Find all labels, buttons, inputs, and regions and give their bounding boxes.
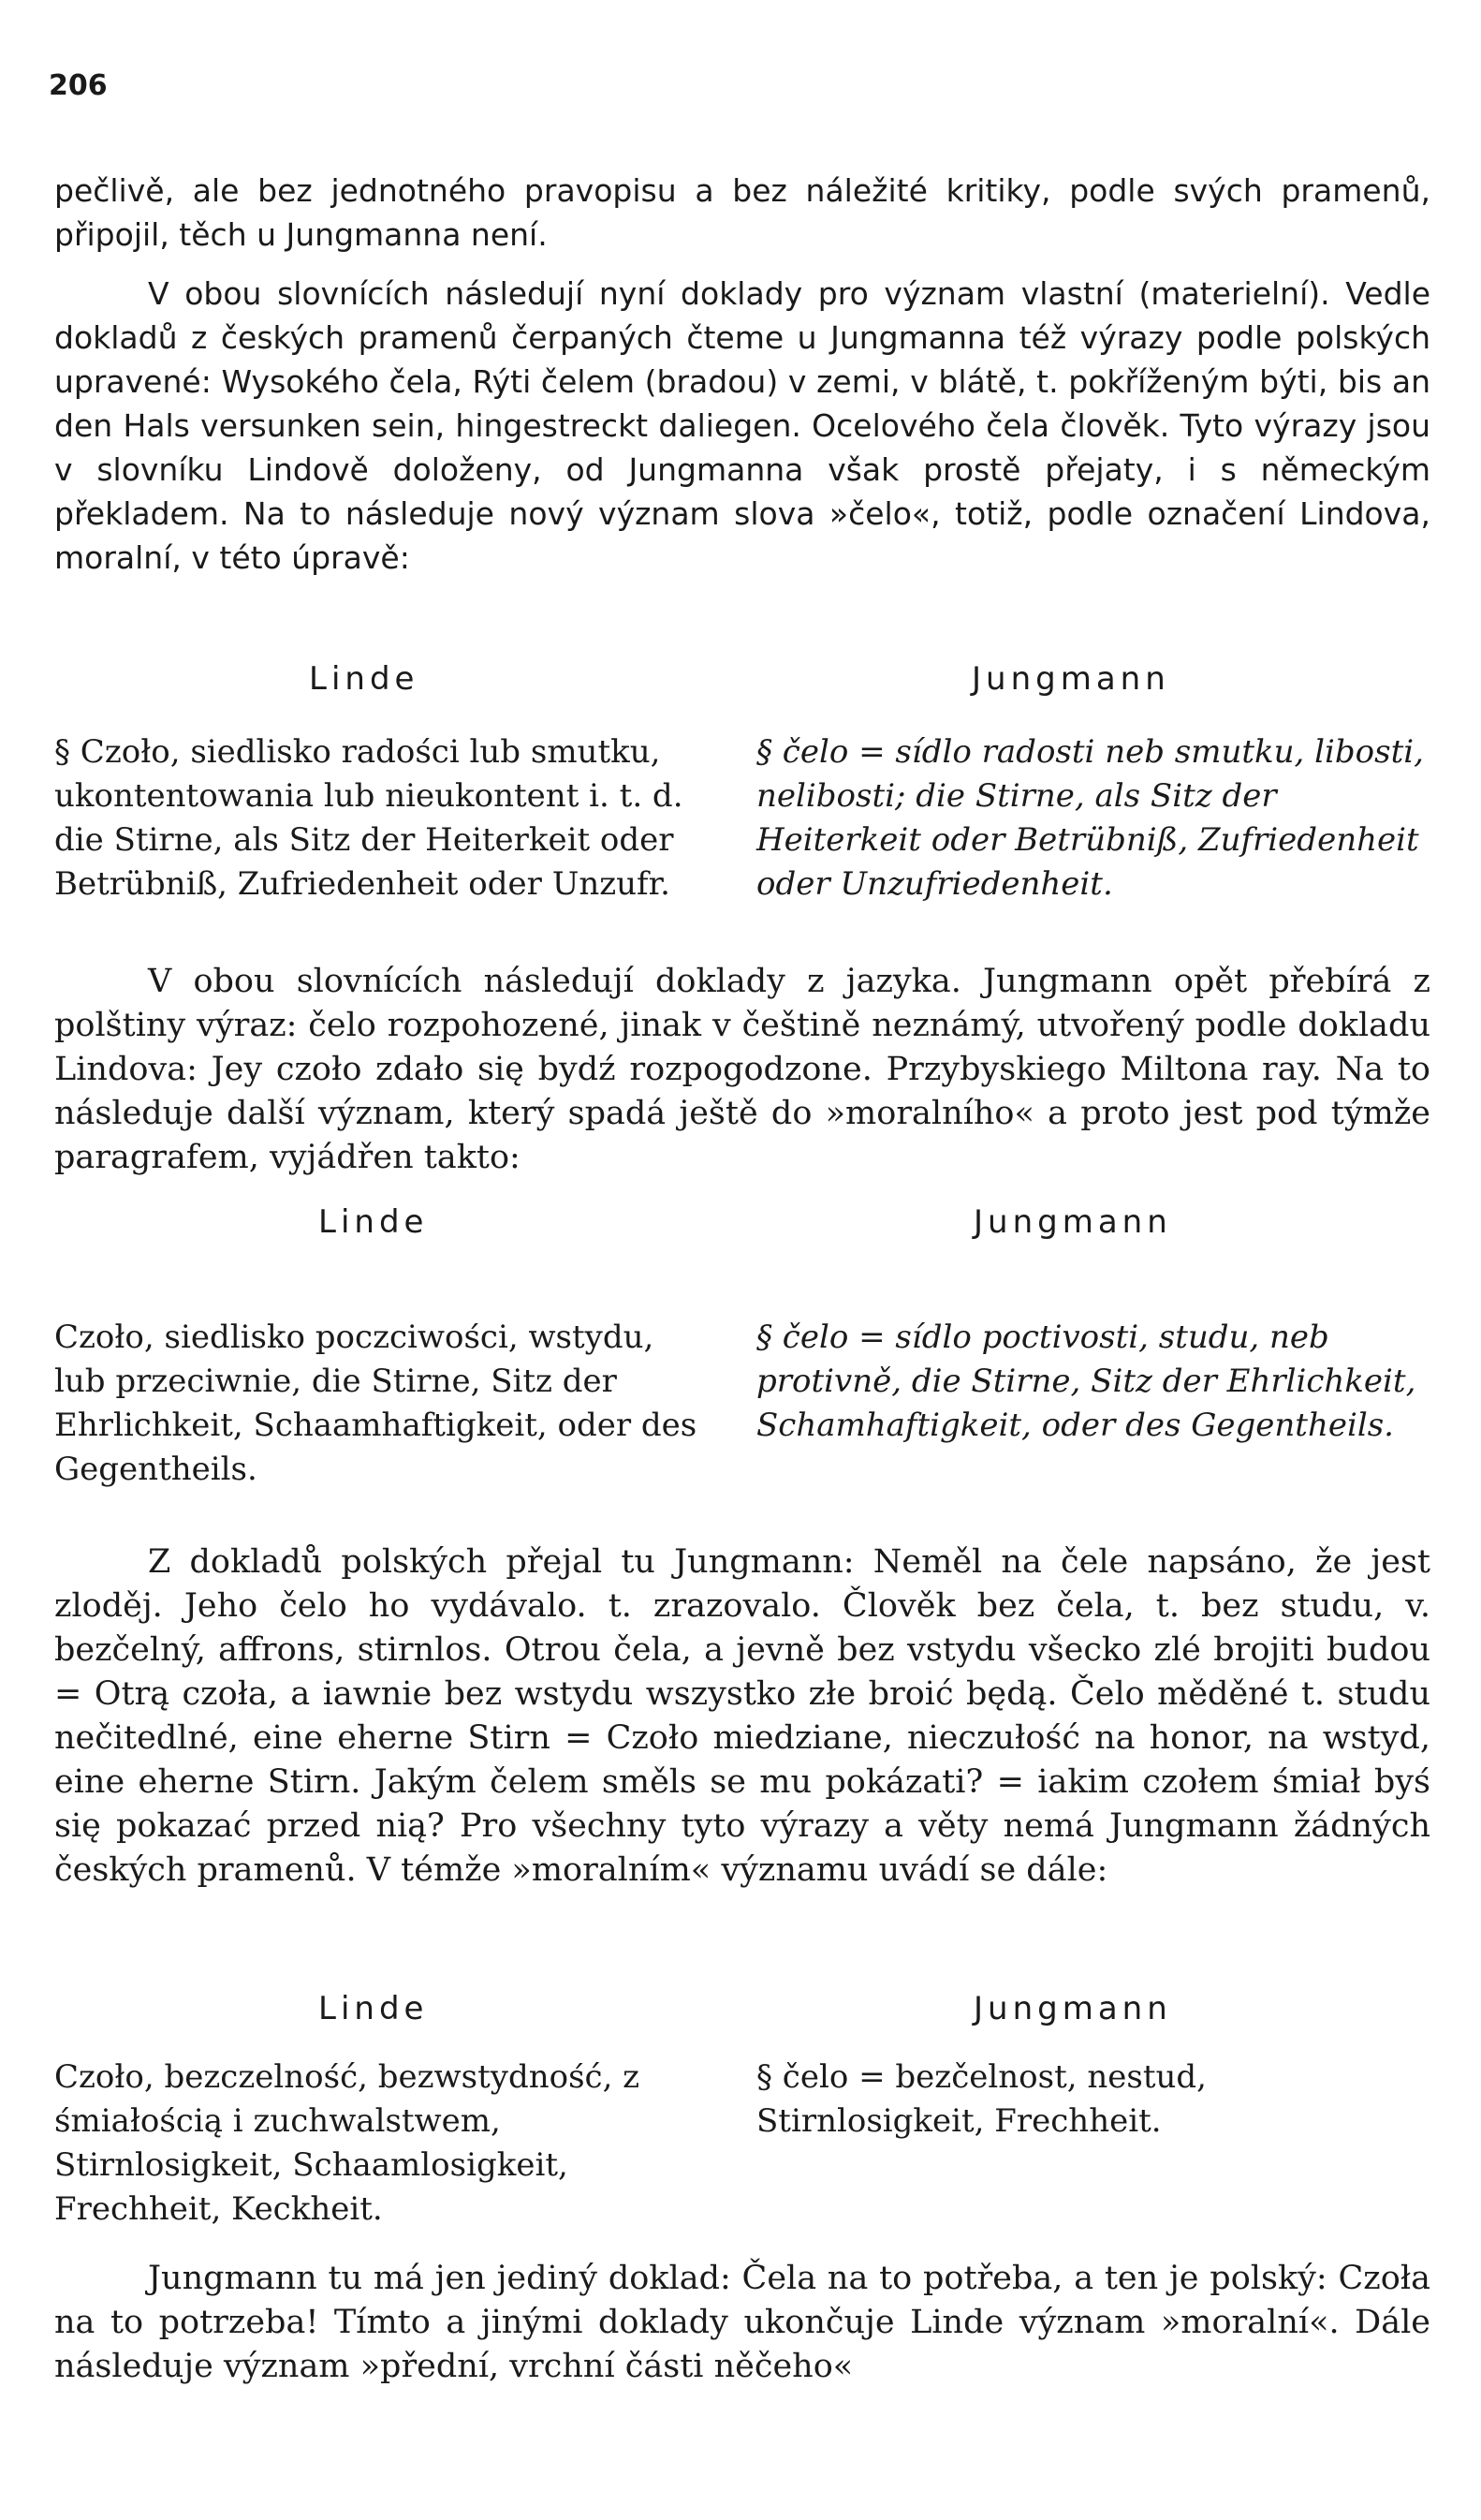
comparison-2-linde-text: Czoło, siedlisko poczciwości, wstydu, lub przeciwnie, die Stirne, Sitz der Ehrlichkeit, Schaamhaftigkeit, oder des Gegentheils.	[54, 1319, 697, 1488]
comparison-3-right-heading: Jungmann	[974, 1990, 1172, 2027]
comparison-2-right-heading: Jungmann	[974, 1203, 1172, 1241]
paragraph-1: pečlivě, ale bez jednotného pravopisu a bez náležité kritiky, podle svých pramenů, připojil, těch u Jungmanna není.	[54, 172, 1430, 253]
paragraph-5: Jungmann tu má jen jediný doklad: Čela na to potřeba, a ten je polský: Czoła na to potrzeba! Tímto a jinými doklady ukončuje Linde význam »moralní«. Dále následuje význam »přední, vrchní části něčeho«	[54, 2260, 1430, 2385]
comparison-3-linde-text: Czoło, bezczelność, bezwstydność, z śmiałością i zuchwalstwem, Stirnlosigkeit, Schaamlosigkeit, Frechheit, Keckheit.	[54, 2058, 640, 2228]
comparison-1-linde-text: § Czoło, siedlisko radości lub smutku, ukontentowania lub nieukontent i. t. d. die Stirne, als Sitz der Heiterkeit oder Betrübniß, Zufriedenheit oder Unzufr.	[54, 733, 683, 903]
paragraph-4: Z dokladů polských přejal tu Jungmann: Neměl na čele napsáno, že jest zloděj. Jeho čelo ho vydávalo. t. zrazovalo. Člověk bez čela, t. bez studu, v. bezčelný, affrons, stirnlos. Otrou čela, a jevně bez vstydu všecko zlé brojiti budou = Otrą czoła, a iawnie bez wstydu wszystko złe broić będą. Čelo měděné t. studu nečitedlné, eine eherne Stirn = Czoło miedziane, nieczułość na honor, na wstyd, eine eherne Stirn. Jakým čelem směls se mu pokázati? = iakim czołem śmiał byś się pokazać przed nią? Pro všechny tyto výrazy a věty nemá Jungmann žádných českých pramenů. V témže »moralním« významu uvádí se dále:	[54, 1543, 1430, 1889]
comparison-2-left-heading: Linde	[318, 1203, 429, 1241]
paragraph-3: V obou slovnících následují doklady z jazyka. Jungmann opět přebírá z polštiny výraz: čelo rozpohozené, jinak v češtině neznámý, utvořený podle dokladu Lindova: Jey czoło zdało się bydź rozpogodzone. Przybyskiego Miltona ray. Na to následuje další význam, který spadá ještě do »moralního« a proto jest pod týmže paragrafem, vyjádřen takto:	[54, 963, 1430, 1176]
comparison-1-right-heading: Jungmann	[972, 660, 1170, 698]
page-number: 206	[49, 69, 108, 102]
comparison-2-jungmann-text: § čelo = sídlo poctivosti, studu, neb protivně, die Stirne, Sitz der Ehrlichkeit, Schamhaftigkeit, oder des Gegentheils.	[756, 1319, 1416, 1444]
comparison-3-jungmann-text: § čelo = bezčelnost, nestud, Stirnlosigkeit, Frechheit.	[756, 2058, 1207, 2140]
comparison-3-left-heading: Linde	[318, 1990, 429, 2027]
paragraph-2: V obou slovnících následují nyní doklady pro význam vlastní (materielní). Vedle dokladů z českých pramenů čerpaných čteme u Jungmanna též výrazy podle polských upravené: Wysokého čela, Rýti čelem (bradou) v zemi, v blátě, t. pokříženým býti, bis an den Hals versunken sein, hingestreckt daliegen. Ocelového čela člověk. Tyto výrazy jsou v slovníku Lindově doloženy, od Jungmanna však prostě přejaty, i s německým překladem. Na to následuje nový význam slova »čelo«, totiž, podle označení Lindova, moralní, v této úpravě:	[54, 275, 1430, 576]
comparison-1-left-heading: Linde	[309, 660, 419, 698]
comparison-1-jungmann-text: § čelo = sídlo radosti neb smutku, libosti, nelibosti; die Stirne, als Sitz der Heiterkeit oder Betrübniß, Zufriedenheit oder Unzufriedenheit.	[756, 733, 1424, 903]
